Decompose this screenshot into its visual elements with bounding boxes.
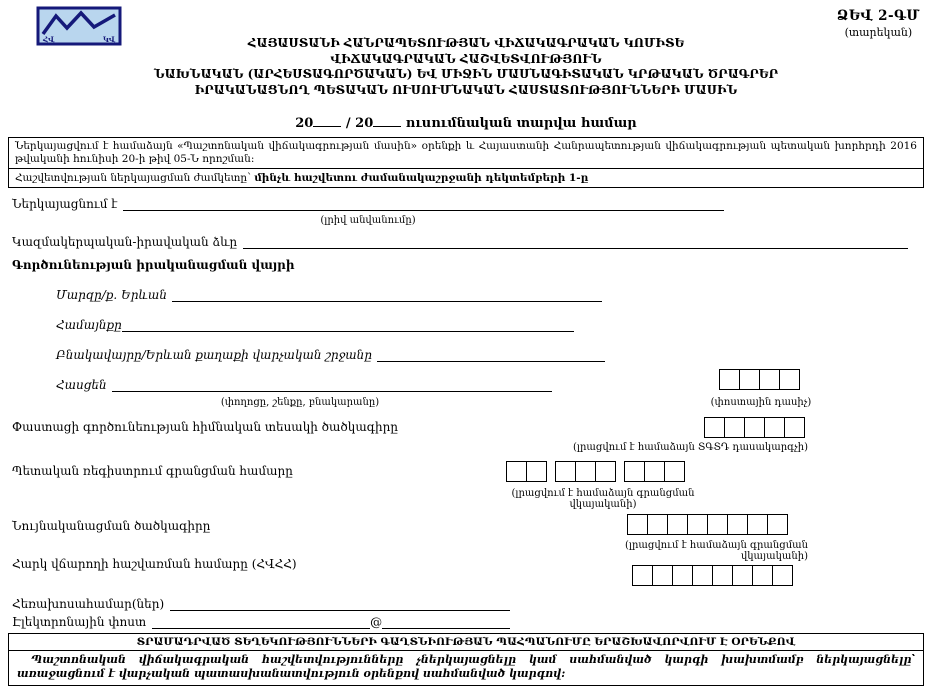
academic-year-line <box>0 114 932 132</box>
idcode-row <box>12 519 210 533</box>
region-label: Մարզը/ք. Երևան <box>56 288 167 302</box>
postal-code-boxes <box>719 369 800 390</box>
code-box[interactable] <box>506 461 527 482</box>
address-row <box>56 378 552 392</box>
code-box-group <box>506 461 547 482</box>
deadline-value: մինչև հաշվետու ժամանակաշրջանի դեկտեմբերի 1-ը <box>254 172 589 184</box>
code-box[interactable] <box>644 461 665 482</box>
code-box[interactable] <box>784 417 805 438</box>
tin-boxes <box>632 565 793 586</box>
liability-text: Պաշտոնական վիճակագրական հաշվետվությունները չներկայացնելը կամ սահմանված կարգի խախտմամբ ներկայացնելը՝ առաջացնում է վարչական պատասխանատվություն օրենքով սահմանված կարգով: <box>17 653 915 680</box>
code-box[interactable] <box>779 369 800 390</box>
code-box[interactable] <box>575 461 596 482</box>
code-box[interactable] <box>632 565 653 586</box>
code-box[interactable] <box>744 417 765 438</box>
code-box[interactable] <box>719 369 740 390</box>
activity-code-hint: (լրացվում է համաձայն ՏԳՏԴ դասակարգչի) <box>573 442 808 453</box>
activity-code-boxes <box>704 417 805 438</box>
deadline-row <box>9 168 923 187</box>
code-box[interactable] <box>555 461 576 482</box>
email-domain-input[interactable] <box>382 615 510 629</box>
code-box-group <box>624 461 685 482</box>
legal-form-input[interactable] <box>243 235 908 249</box>
settlement-input[interactable] <box>377 348 605 362</box>
code-box[interactable] <box>664 461 685 482</box>
register-number-hint: (լրացվում է համաձայն գրանցման վկայականի) <box>511 488 695 510</box>
title-committee: ՀԱՅԱՍՏԱՆԻ ՀԱՆՐԱՊԵՏՈՒԹՅԱՆ ՎԻՃԱԿԱԳՐԱԿԱՆ ԿՈՄԻՏԵ <box>247 36 685 50</box>
register-number-boxes <box>506 461 685 482</box>
idcode-boxes <box>627 514 788 535</box>
code-box[interactable] <box>692 565 713 586</box>
legal-form-row <box>12 235 908 249</box>
address-label: Հասցեն <box>56 378 107 392</box>
year-middle: / 20 <box>341 116 374 131</box>
title-report-type: ՎԻՃԱԿԱԳՐԱԿԱՆ ՀԱՇՎԵՏՎՈՒԹՅՈՒՆ <box>330 51 602 66</box>
title-subject-line1: ՆԱԽՆԱԿԱՆ (ԱՐՀԵՍՏԱԳՈՐԾԱԿԱՆ) ԵՎ ՄԻՋԻՆ ՄԱՍՆԱԳԻՏԱԿԱՆ ԿՐԹԱԿԱՆ ԾՐԱԳՐԵՐ <box>153 67 779 81</box>
code-box[interactable] <box>647 514 668 535</box>
presenter-label: Ներկայացնում է <box>12 197 118 211</box>
settlement-row <box>56 348 605 362</box>
email-row <box>12 615 510 629</box>
title-subject-line2: ԻՐԱԿԱՆԱՑՆՈՂ ՊԵՏԱԿԱՆ ՈՒՍՈՒՄՆԱԿԱՆ ՀԱՍՏԱՏՈՒԹՅՈՒՆՆԵՐԻ ՄԱՍԻՆ <box>194 82 738 97</box>
code-box[interactable] <box>624 461 645 482</box>
year-prefix: 20 <box>295 116 314 131</box>
code-box[interactable] <box>747 514 768 535</box>
tin-label: Հարկ վճարողի հաշվառման համարը (ՀՎՀՀ) <box>12 557 297 571</box>
settlement-label: Բնակավայրը/Երևան քաղաքի վարչական շրջանը <box>56 348 372 362</box>
code-box[interactable] <box>724 417 745 438</box>
code-box[interactable] <box>739 369 760 390</box>
tin-row <box>12 557 297 571</box>
form-titles <box>0 36 932 132</box>
phone-row <box>12 597 510 611</box>
email-label: Էլեկտրոնային փոստ <box>12 615 147 629</box>
code-box[interactable] <box>767 514 788 535</box>
activity-code-row <box>12 420 398 434</box>
code-box[interactable] <box>652 565 673 586</box>
code-box-group <box>555 461 616 482</box>
register-number-row <box>12 464 293 478</box>
idcode-label: Նույնականացման ծածկագիրը <box>12 519 211 533</box>
code-box[interactable] <box>707 514 728 535</box>
deadline-label: Հաշվետվության ներկայացման ժամկետը՝ <box>15 172 255 184</box>
confidentiality-heading: ՏՐԱՄԱԴՐՎԱԾ ՏԵՂԵԿՈՒԹՅՈՒՆՆԵՐԻ ԳԱՂՏՆԻՈՒԹՅԱՆ ՊԱՀՊԱՆՈՒՄԸ ԵՐԱՇԽԱՎՈՐՎՈՒՄ Է ՕՐԵՆՔՈՎ <box>9 634 923 651</box>
legal-form-label: Կազմակերպական-իրավական ձևը <box>12 235 238 249</box>
form-code-block <box>837 8 920 39</box>
code-box[interactable] <box>595 461 616 482</box>
legal-basis-text: Ներկայացվում է համաձայն «Պաշտոնական վիճակագրության մասին» օրենքի և Հայաստանի Հանրապետության վիճակագրության պետական խորհրդի 2016 թվականի հունիսի 20-ի թիվ 05-Ն որոշման: <box>15 140 917 165</box>
code-box[interactable] <box>627 514 648 535</box>
presenter-input[interactable] <box>123 197 724 211</box>
logo-letters-left: ՀՎ <box>43 35 55 44</box>
email-at-sign: @ <box>370 615 383 629</box>
form-code: ՁԵՎ 2-ԳՄ <box>836 8 920 24</box>
community-row <box>56 318 574 332</box>
code-box[interactable] <box>704 417 725 438</box>
postal-code-hint: (փոստային դասիչ) <box>710 397 812 408</box>
region-input[interactable] <box>172 288 602 302</box>
code-box[interactable] <box>732 565 753 586</box>
code-box[interactable] <box>672 565 693 586</box>
code-box[interactable] <box>764 417 785 438</box>
legal-basis-box <box>8 137 924 188</box>
email-local-input[interactable] <box>152 615 370 629</box>
code-box[interactable] <box>526 461 547 482</box>
community-label: Համայնքը <box>56 318 122 332</box>
register-number-label: Պետական ռեգիստրում գրանցման համարը <box>12 464 293 478</box>
presenter-hint: (լրիվ անվանումը) <box>320 215 416 226</box>
year-start-input[interactable] <box>313 114 341 127</box>
idcode-hint: (լրացվում է համաձայն գրանցման վկայականի) <box>625 540 808 562</box>
code-box[interactable] <box>772 565 793 586</box>
code-box[interactable] <box>759 369 780 390</box>
form-periodicity: (տարեկան) <box>844 26 913 39</box>
location-section-title: Գործունեության իրականացման վայրի <box>12 258 295 272</box>
region-row <box>56 288 602 302</box>
code-box[interactable] <box>712 565 733 586</box>
year-end-input[interactable] <box>373 114 401 127</box>
address-input[interactable] <box>112 378 552 392</box>
logo-letters-right: ԿՎ <box>103 35 116 44</box>
code-box[interactable] <box>727 514 748 535</box>
code-box[interactable] <box>687 514 708 535</box>
community-input[interactable] <box>122 318 574 332</box>
code-box[interactable] <box>752 565 773 586</box>
activity-code-label: Փաստացի գործունեության հիմնական տեսակի ծածկագիրը <box>12 420 399 434</box>
code-box[interactable] <box>667 514 688 535</box>
address-hint: (փողոցը, շենքը, բնակարանը) <box>220 397 380 408</box>
phone-label: Հեռախոսահամար(ներ) <box>12 597 165 611</box>
confidentiality-box <box>8 633 924 686</box>
presenter-row <box>12 197 724 211</box>
year-suffix: ուսումնական տարվա համար <box>401 116 637 131</box>
phone-input[interactable] <box>170 597 510 611</box>
